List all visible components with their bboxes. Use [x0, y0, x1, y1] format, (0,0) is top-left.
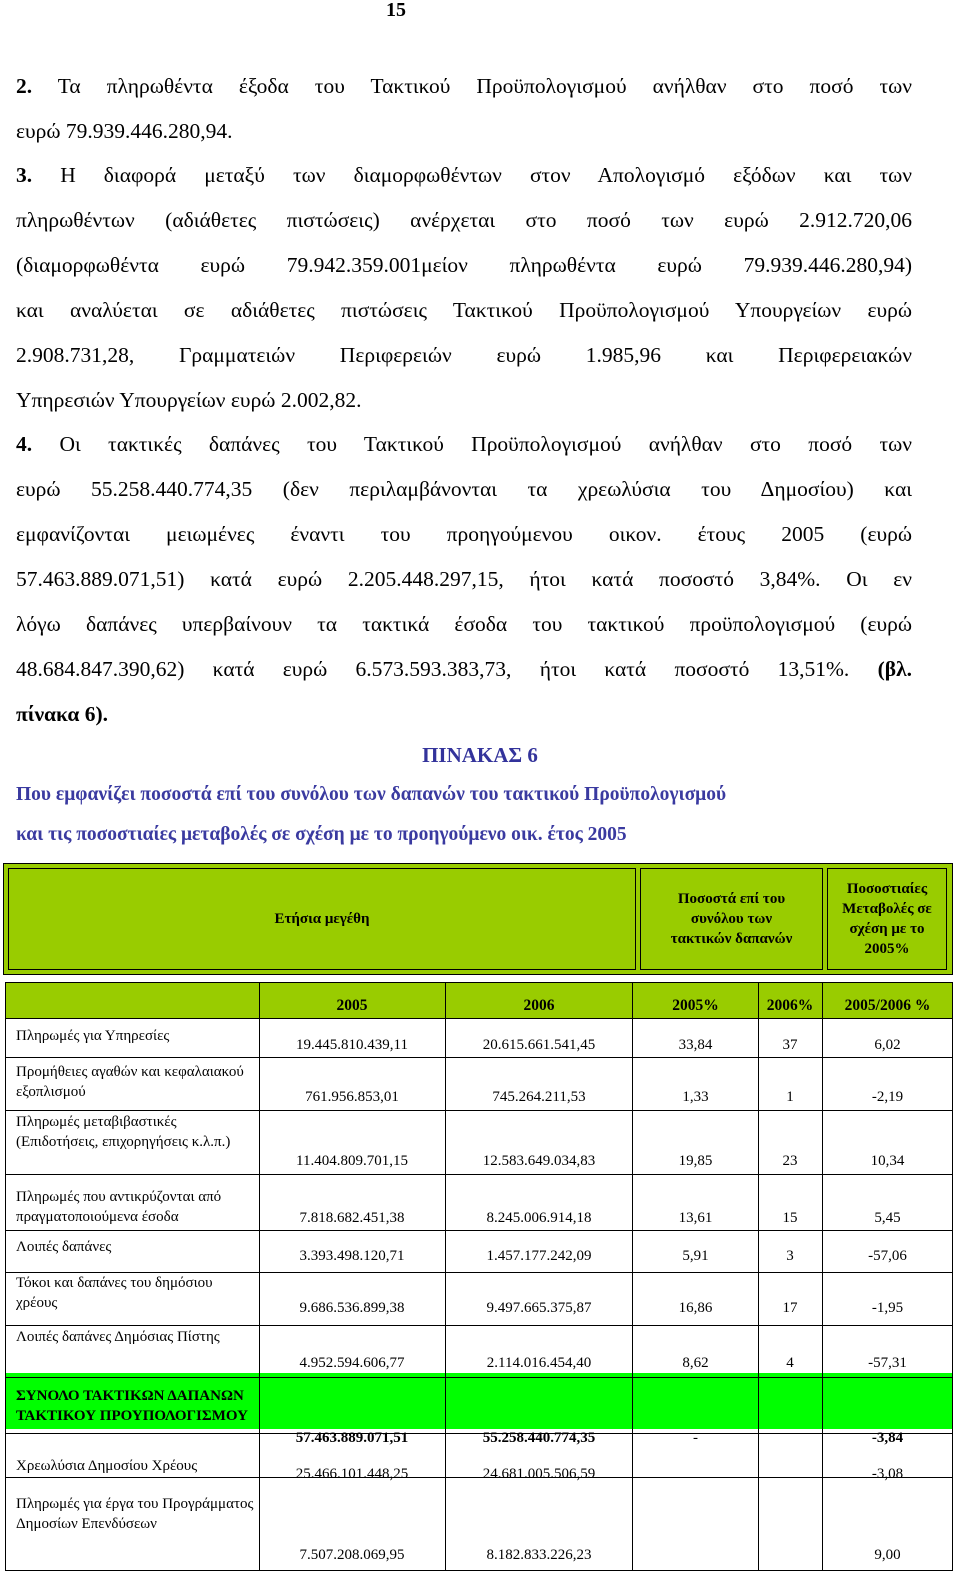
- table-cell-change: -3,84: [871, 1430, 904, 1446]
- table-cell-v2005: 761.956.853,01: [305, 1089, 399, 1105]
- table-title: ΠΙΝΑΚΑΣ 6: [422, 743, 538, 767]
- table-row-rule: [5, 1174, 953, 1175]
- column-header: 2006: [523, 997, 555, 1014]
- table-cell-v2005: 3.393.498.120,71: [299, 1248, 405, 1264]
- table-cell-change: 9,00: [874, 1547, 901, 1563]
- table-cell-v2005: 25.466.101.448,25: [295, 1466, 409, 1482]
- table-cell-v2006: 55.258.440.774,35: [482, 1430, 596, 1446]
- paragraph-number: 4.: [16, 432, 33, 456]
- table-cell-v2005: 19.445.810.439,11: [296, 1037, 408, 1053]
- text-line: Οι τακτικές δαπάνες του Τακτικού Προϋπολογισμού ανήλθαν στο ποσό των: [59, 432, 913, 456]
- table-cell-change: -2,19: [871, 1089, 904, 1105]
- row-label: Πληρωμές μεταβιβαστικές (Επιδοτήσεις, επιχορηγήσεις κ.λ.π.): [16, 1114, 231, 1150]
- paragraph-number: 3.: [16, 163, 33, 187]
- column-header: 2005: [336, 997, 368, 1014]
- table-column-rule: [5, 982, 6, 1571]
- table-subtitle: και τις ποσοστιαίες μεταβολές σε σχέση με το προηγούμενο οικ. έτος 2005: [16, 824, 627, 845]
- text-line: 2.908.731,28, Γραμματειών Περιφερειών ευρώ 1.985,96 και Περιφερειακών: [16, 343, 912, 367]
- table-cell-p2006: 15: [782, 1210, 798, 1226]
- table-cell-p2005: 19,85: [678, 1153, 713, 1169]
- table-cell-change: 10,34: [870, 1153, 905, 1169]
- row-label: Προμήθειες αγαθών και κεφαλαιακού εξοπλισμού: [16, 1064, 244, 1100]
- paragraph-3: [16, 153, 912, 423]
- table-cell-change: -1,95: [871, 1300, 904, 1316]
- text-line: λόγω δαπάνες υπερβαίνουν τα τακτικά έσοδα του τακτικού προϋπολογισμού (ευρώ: [16, 612, 912, 636]
- table-row-rule: [5, 1377, 953, 1378]
- paragraph-4: [16, 422, 912, 737]
- table-column-rule: [632, 982, 633, 1571]
- table-cell-p2005: 16,86: [678, 1300, 713, 1316]
- text-line: 48.684.847.390,62) κατά ευρώ 6.573.593.383,73, ήτοι κατά ποσοστό 13,51%.: [16, 657, 850, 681]
- table-reference-end: πίνακα 6).: [16, 702, 109, 726]
- page-number: 15: [386, 0, 406, 21]
- table-cell-change: -57,06: [868, 1248, 907, 1264]
- table-cell-v2005: 4.952.594.606,77: [299, 1355, 405, 1371]
- table-cell-p2005: 1,33: [682, 1089, 709, 1105]
- table-reference: (βλ.: [877, 657, 913, 681]
- table-cell-p2006: 4: [786, 1355, 794, 1371]
- paragraph-2: [16, 64, 912, 154]
- table-cell-change: -3,08: [871, 1466, 904, 1482]
- row-label: Λοιπές δαπάνες Δημόσιας Πίστης: [16, 1329, 220, 1345]
- table-cell-v2006: 12.583.649.034,83: [482, 1153, 596, 1169]
- text-line: ευρώ 79.939.446.280,94.: [16, 119, 233, 143]
- table-cell-p2005: 5,91: [682, 1248, 709, 1264]
- table-row-rule: [5, 1110, 953, 1111]
- table-cell-p2005: 8,62: [682, 1355, 709, 1371]
- table-row-rule: [5, 1018, 953, 1019]
- table-row-rule: [5, 1230, 953, 1231]
- table-cell-v2005: 7.507.208.069,95: [299, 1547, 405, 1563]
- table-header: [3, 863, 953, 975]
- table-cell-p2005: -: [693, 1430, 698, 1446]
- table-cell-p2006: 17: [782, 1300, 798, 1316]
- row-label: Λοιπές δαπάνες: [16, 1239, 112, 1255]
- table-cell-v2006: 2.114.016.454,40: [486, 1355, 592, 1371]
- table-cell-v2006: 8.182.833.226,23: [486, 1547, 592, 1563]
- table-cell-v2006: 9.497.665.375,87: [486, 1300, 592, 1316]
- row-label: Πληρωμές για Υπηρεσίες: [16, 1028, 170, 1044]
- text-line: (διαμορφωθέντα ευρώ 79.942.359.001μείον πληρωθέντα ευρώ 79.939.446.280,94): [16, 253, 912, 277]
- table-cell-p2006: 3: [786, 1248, 794, 1264]
- text-line: 57.463.889.071,51) κατά ευρώ 2.205.448.297,15, ήτοι κατά ποσοστό 3,84%. Οι εν: [16, 567, 912, 591]
- column-header: 2005/2006 %: [844, 997, 931, 1014]
- table-cell-v2006: 20.615.661.541,45: [482, 1037, 596, 1053]
- text-line: ευρώ 55.258.440.774,35 (δεν περιλαμβάνονται τα χρεωλύσια του Δημοσίου) και: [16, 477, 912, 501]
- table-cell-v2006: 1.457.177.242,09: [486, 1248, 592, 1264]
- header-pct-total: Ποσοστά επί του συνόλου των τακτικών δαπανών: [640, 868, 823, 970]
- header-pct-change: Ποσοστιαίες Μεταβολές σε σχέση με το 2005%: [827, 868, 947, 970]
- table-cell-p2005: 33,84: [678, 1037, 713, 1053]
- table-cell-change: 6,02: [874, 1037, 901, 1053]
- table-cell-p2006: 23: [782, 1153, 798, 1169]
- text-line: και αναλύεται σε αδιάθετες πιστώσεις Τακτικού Προϋπολογισμού Υπουργείων ευρώ: [16, 298, 912, 322]
- table-row-rule: [5, 1325, 953, 1326]
- table-cell-v2006: 745.264.211,53: [492, 1089, 586, 1105]
- paragraph-number: 2.: [16, 74, 33, 98]
- table-column-rule: [758, 982, 759, 1571]
- column-header: 2006%: [766, 997, 814, 1014]
- text-line: Υπηρεσιών Υπουργείων ευρώ 2.002,82.: [16, 388, 362, 412]
- table-cell-v2006: 8.245.006.914,18: [486, 1210, 592, 1226]
- text-line: Η διαφορά μεταξύ των διαμορφωθέντων στον Απολογισμό εξόδων και των: [60, 163, 912, 187]
- expenditure-table: [5, 982, 953, 1571]
- row-label: Πληρωμές για έργα του Προγράμματος Δημοσίων Επενδύσεων: [16, 1496, 254, 1532]
- column-header: 2005%: [672, 997, 719, 1014]
- table-cell-p2005: 13,61: [678, 1210, 713, 1226]
- table-cell-v2005: 11.404.809.701,15: [296, 1153, 408, 1169]
- row-label: Πληρωμές που αντικρύζονται από πραγματοποιούμενα έσοδα: [16, 1189, 222, 1225]
- table-subtitle: Που εμφανίζει ποσοστά επί του συνόλου των δαπανών του τακτικού Προϋπολογισμού: [16, 784, 727, 805]
- row-label: ΣΥΝΟΛΟ ΤΑΚΤΙΚΩΝ ΔΑΠΑΝΩΝ ΤΑΚΤΙΚΟΥ ΠΡΟΥΠΟΛΟΓΙΣΜΟΥ: [16, 1388, 248, 1424]
- header-annual: Ετήσια μεγέθη: [8, 868, 636, 970]
- text-line: Τα πληρωθέντα έξοδα του Τακτικού Προϋπολογισμού ανήλθαν στο ποσό των: [57, 74, 912, 98]
- table-row-rule: [5, 982, 953, 983]
- table-cell-v2005: 9.686.536.899,38: [299, 1300, 405, 1316]
- table-cell-p2006: 37: [782, 1037, 798, 1053]
- row-label: Χρεωλύσια Δημοσίου Χρέους: [16, 1458, 198, 1474]
- table-cell-p2006: 1: [786, 1089, 794, 1105]
- table-cell-v2005: 57.463.889.071,51: [295, 1430, 409, 1446]
- table-cell-change: -57,31: [868, 1355, 907, 1371]
- table-cell-change: 5,45: [874, 1210, 901, 1226]
- table-row-rule: [5, 1057, 953, 1058]
- row-label: Τόκοι και δαπάνες του δημόσιου χρέους: [16, 1275, 213, 1311]
- table-cell-v2006: 24.681.005.506,59: [482, 1466, 596, 1482]
- text-line: πληρωθέντων (αδιάθετες πιστώσεις) ανέρχεται στο ποσό των ευρώ 2.912.720,06: [16, 208, 912, 232]
- table-cell-v2005: 7.818.682.451,38: [299, 1210, 405, 1226]
- text-line: εμφανίζονται μειωμένες έναντι του προηγούμενου οικον. έτους 2005 (ευρώ: [16, 522, 912, 546]
